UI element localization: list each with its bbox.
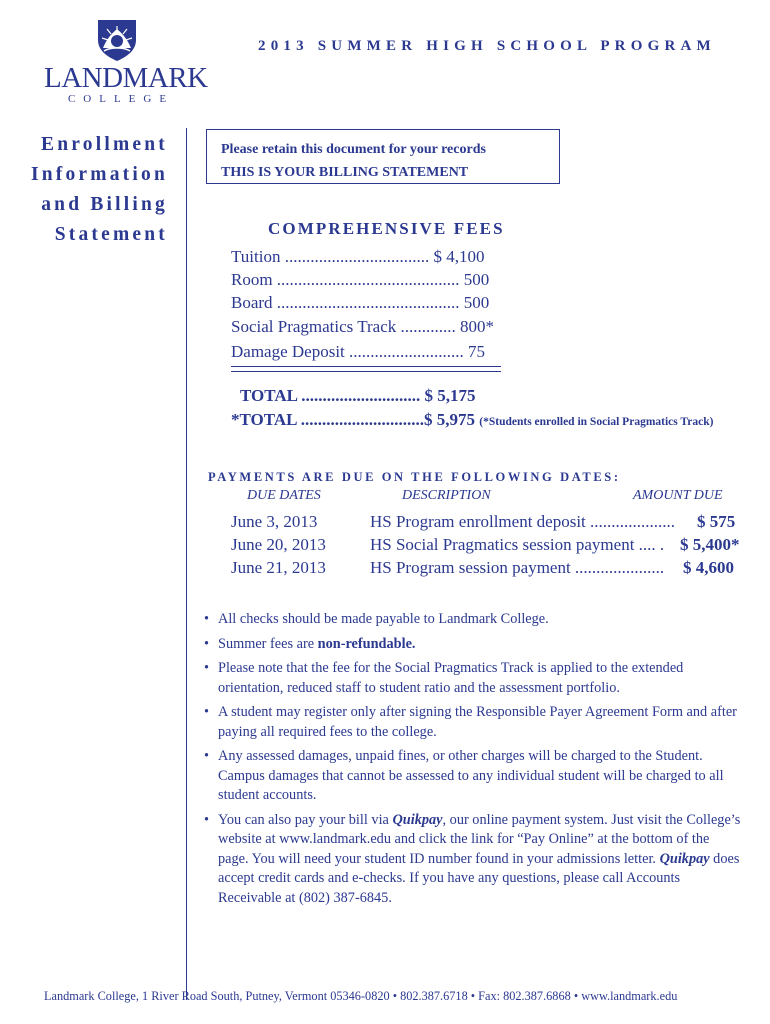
payment-description: HS Program enrollment deposit .................... [370,512,676,531]
payments-heading: PAYMENTS ARE DUE ON THE FOLLOWING DATES: [208,470,621,484]
retain-notice-line2: THIS IS YOUR BILLING STATEMENT [221,165,469,180]
shield-crest-icon [96,18,138,62]
note-item [201,610,741,630]
payment-date: June 21, 2013 [231,558,326,577]
payment-amount: $ 4,600 [683,558,734,577]
note-text: does accept credit cards and e-checks. If you have any questions, please call Accounts Receivable at (802) 387-6845. [218,850,740,906]
note-item [201,703,741,742]
payment-row [231,535,751,557]
note-item [201,635,741,655]
payment-description: HS Social Pragmatics session payment .... . [370,535,665,554]
note-text: Summer fees are [218,635,318,652]
payment-date: June 20, 2013 [231,535,326,554]
payment-amount: $ 5,400* [680,535,740,554]
column-header-description: DESCRIPTION [402,488,491,503]
star-total-line [231,410,713,430]
landmark-college-logo [44,18,208,106]
note-item [201,747,741,806]
vertical-divider [186,128,187,1000]
payment-description: HS Program session payment ..................... [370,558,665,577]
note-text: Any assessed damages, unpaid fines, or other charges will be charged to the Student. Campus damages that cannot be assessed to any individual student will be charged to all student accounts. [218,748,724,803]
column-header-due-dates: DUE DATES [247,488,321,503]
fee-row-social-pragmatics: Social Pragmatics Track ............. 800* [231,317,495,336]
side-title-line: Enrollment [41,134,168,155]
retain-notice-line1: Please retain this document for your records [221,142,486,157]
note-text: All checks should be made payable to Landmark College. [218,611,549,627]
retain-notice-box [206,129,560,184]
total-line: TOTAL ............................ $ 5,175 [240,386,476,405]
star-total-label: *TOTAL .............................$ 5,975 [231,410,476,429]
star-total-note: (*Students enrolled in Social Pragmatics Track) [479,416,714,428]
side-title [31,130,168,250]
quikpay-link: Quikpay [659,850,710,867]
side-title-line: and Billing [41,194,168,215]
fee-row-damage-deposit: Damage Deposit ........................... 75 [231,342,486,361]
fee-separator [231,366,501,372]
program-title: 2013 SUMMER HIGH SCHOOL PROGRAM [258,38,716,54]
note-emphasis: non-refundable. [317,635,416,652]
note-item [201,659,741,698]
note-item [201,811,741,909]
footer-address: Landmark College, 1 River Road South, Putney, Vermont 05346-0820 • 802.387.6718 • Fax: 802.387.6868 • www.landmark.edu [44,989,678,1003]
side-title-line: Information [30,164,168,185]
fee-row-board: Board ........................................... 500 [231,293,490,312]
note-text: Please note that the fee for the Social Pragmatics Track is applied to the extended orientation, reduced staff to student ratio and the assessment portfolio. [218,660,684,696]
note-text: A student may register only after signing the Responsible Payer Agreement Form and after paying all required fees to the college. [218,704,737,740]
fee-list [231,245,521,364]
logo-name: LANDMARK [44,62,208,94]
payment-date: June 3, 2013 [231,512,318,531]
logo-sub: COLLEGE [67,93,175,105]
side-title-line: Statement [54,224,168,245]
column-header-amount-due: AMOUNT DUE [633,488,723,503]
fee-row-room: Room ........................................... 500 [231,270,490,289]
notes-list [201,610,741,913]
payment-row [231,558,751,580]
fee-row-tuition: Tuition .................................. $ 4,100 [231,247,485,266]
comprehensive-fees-heading: COMPREHENSIVE FEES [268,219,505,238]
quikpay-link: Quikpay [392,811,443,828]
note-text: You can also pay your bill via [218,811,393,828]
payment-amount: $ 575 [697,512,736,531]
payment-row [231,512,751,534]
note-text: , our online payment system. Just visit the College’s website at www.landmark.edu and click the link for “Pay Online” at the bottom of the page. You will need your student ID number found in your admissions letter. [218,811,741,867]
